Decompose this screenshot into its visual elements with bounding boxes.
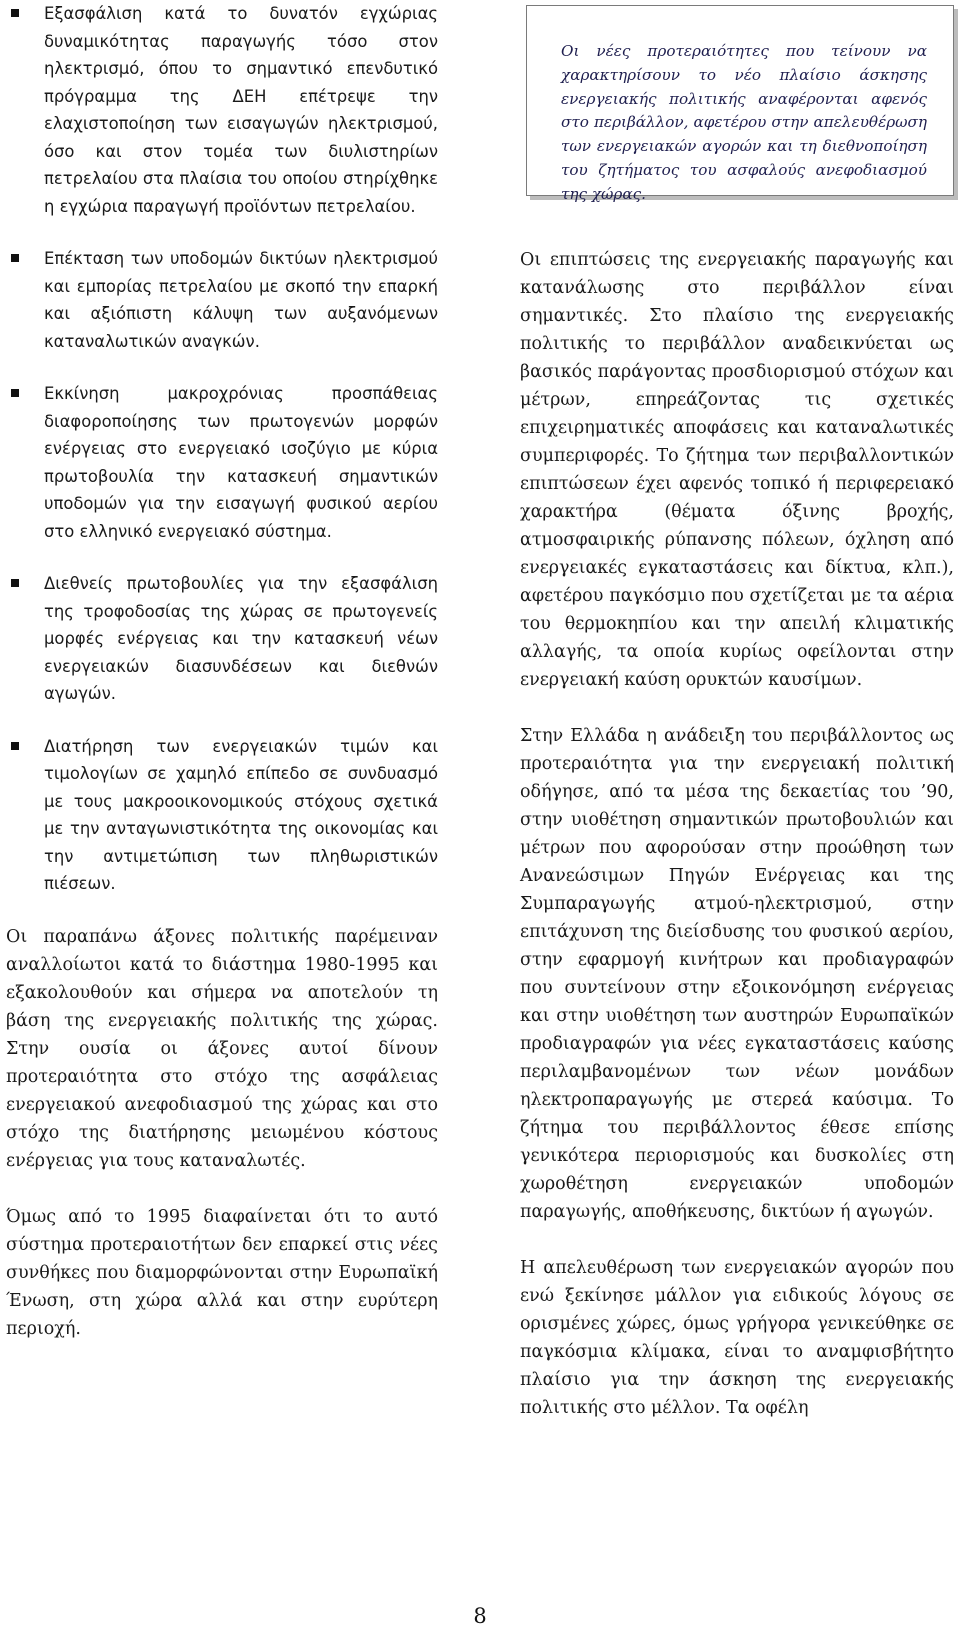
bullet-item	[6, 570, 438, 708]
bullet-text: Εξασφάλιση κατά το δυνατόν εγχώριας δυναμικότητας παραγωγής τόσο στον ηλεκτρισμό, όπου το σημαντικό επενδυτικό πρόγραμμα της ΔΕΗ επέτρεψε την ελαχιστοποίηση των εισαγωγών ηλεκτρισμού, όσο και στον τομέα των διυλιστηρίων πετρελαίου στα πλαίσια του οποίου στηρίχθηκε η εγχώρια παραγωγή προϊόντων πετρελαίου.	[44, 4, 438, 216]
bullet-text: Διεθνείς πρωτοβουλίες για την εξασφάλιση της τροφοδοσίας της χώρας σε πρωτογενείς μορφές ενέργειας και την κατασκευή νέων ενεργειακών διασυνδέσεων και διεθνών αγωγών.	[44, 574, 438, 703]
bullet-item	[6, 0, 438, 220]
square-bullet-icon	[11, 9, 19, 17]
left-column	[6, 0, 438, 1371]
page-number: 8	[473, 1604, 487, 1628]
bullet-item	[6, 733, 438, 898]
square-bullet-icon	[11, 389, 19, 397]
body-paragraph: Οι παραπάνω άξονες πολιτικής παρέμειναν αναλλοίωτοι κατά το διάστημα 1980-1995 και εξακολουθούν και σήμερα να αποτελούν τη βάση της ενεργειακής πολιτικής της χώρας. Στην ουσία οι άξονες αυτοί δίνουν προτεραιότητα στο στόχο της ασφάλειας ενεργειακού ανεφοδιασμού της χώρας και στο στόχο της διατήρησης μειωμένου κόστους ενέργειας για τους καταναλωτές.	[6, 926, 438, 1171]
callout-text: Οι νέες προτεραιότητες που τείνουν να χαρακτηρίσουν το νέο πλαίσιο άσκησης ενεργειακής πολιτικής αναφέρονται αφενός στο περιβάλλον, αφετέρου στην απελευθέρωση των ενεργειακών αγορών και τη διεθνοποίηση του ζητήματος του ασφαλούς ανεφοδιασμού της χώρας.	[561, 42, 927, 203]
square-bullet-icon	[11, 742, 19, 750]
bullet-item	[6, 380, 438, 545]
square-bullet-icon	[11, 579, 19, 587]
square-bullet-icon	[11, 254, 19, 262]
bullet-item	[6, 245, 438, 355]
bullet-text: Επέκταση των υποδομών δικτύων ηλεκτρισμού και εμπορίας πετρελαίου με σκοπό την επαρκή και αξιόπιστη κάλυψη των αυξανόμενων καταναλωτικών αναγκών.	[44, 249, 438, 351]
right-column	[520, 0, 954, 1450]
body-paragraph: Στην Ελλάδα η ανάδειξη του περιβάλλοντος ως προτεραιότητα για την ενεργειακή πολιτική οδήγησε, από τα μέσα της δεκαετίας του ’90, στην υιοθέτηση σημαντικών πρωτοβουλιών και μέτρων που αφορούσαν στην προώθηση των Ανανεώσιμων Πηγών Ενέργειας και της Συμπαραγωγής ατμού-ηλεκτρισμού, στην επιτάχυνση της διείσδυσης του φυσικού αερίου, στην εφαρμογή κινήτρων και προδιαγραφών που συντείνουν στην εξοικονόμηση ενέργειας και στην υιοθέτηση των αυστηρών Ευρωπαϊκών προδιαγραφών για νέες εγκαταστάσεις καύσης περιλαμβανομένων των νέων μονάδων ηλεκτροπαραγωγής με στερεά καύσιμα. Το ζήτημα του περιβάλλοντος έθεσε επίσης γενικότερα περιορισμούς και δυσκολίες στη χωροθέτηση ενεργειακών υποδομών παραγωγής, αποθήκευσης, δικτύων ή αγωγών.	[520, 726, 954, 1222]
body-paragraph: Οι επιπτώσεις της ενεργειακής παραγωγής και κατανάλωσης στο περιβάλλον είναι σημαντικές. Στο πλαίσιο της ενεργειακής πολιτικής το περιβάλλον αναδεικνύεται ως βασικός παράγοντας προσδιορισμού στόχων και μέτρων, επηρεάζοντας τις σχετικές επιχειρηματικές αποφάσεις και καταναλωτικές συμπεριφορές. Το ζήτημα των περιβαλλοντικών επιπτώσεων έχει αφενός τοπικό ή περιφερειακό χαρακτήρα (θέματα όξινης βροχής, ατμοσφαιρικής ρύπανσης πόλεων, όχληση από ενεργειακές εγκαταστάσεις και δίκτυα, κλπ.), αφετέρου παγκόσμιο που σχετίζεται με τα αέρια του θερμοκηπίου και την απειλή κλιματικής αλλαγής, τα οποία κυρίως οφείλονται στην ενεργειακή καύση ορυκτών καυσίμων.	[520, 250, 954, 690]
bullet-text: Εκκίνηση μακροχρόνιας προσπάθειας διαφοροποίησης των πρωτογενών μορφών ενέργειας στο ενεργειακό ισοζύγιο με κύρια πρωτοβουλία την κατασκευή σημαντικών υποδομών για την εισαγωγή φυσικού αερίου στο ελληνικό ενεργειακό σύστημα.	[44, 384, 438, 541]
bullet-text: Διατήρηση των ενεργειακών τιμών και τιμολογίων σε χαμηλό επίπεδο σε συνδυασμό με τους μακροοικονομικούς στόχους σχετικά με την ανταγωνιστικότητα της οικονομίας και την αντιμετώπιση των πληθωριστικών πιέσεων.	[44, 736, 438, 893]
callout-box	[526, 5, 954, 203]
body-paragraph: Η απελευθέρωση των ενεργειακών αγορών που ενώ ξεκίνησε μάλλον για ειδικούς λόγους σε ορισμένες χώρες, όμως γρήγορα γενικεύθηκε σε παγκόσμια κλίμακα, είναι το αναμφισβήτητο πλαίσιο για την άσκηση της ενεργειακής πολιτικής στο μέλλον. Τα οφέλη	[520, 1258, 954, 1418]
body-paragraph: Όμως από το 1995 διαφαίνεται ότι το αυτό σύστημα προτεραιοτήτων δεν επαρκεί στις νέες συνθήκες που διαμορφώνονται στην Ευρωπαϊκή Ένωση, στη χώρα αλλά και στην ευρύτερη περιοχή.	[6, 1206, 438, 1339]
